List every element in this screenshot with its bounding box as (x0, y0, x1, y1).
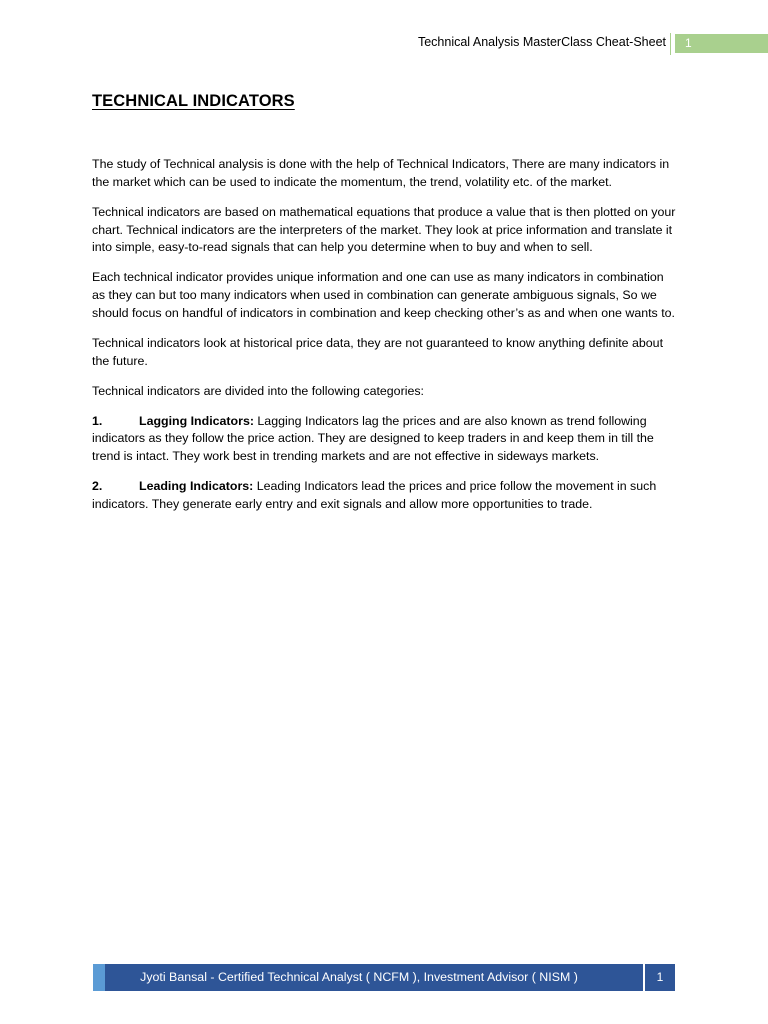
paragraph-intro: The study of Technical analysis is done with the help of Technical Indicators, There are many indicators in the market which can be used to indicate the momentum, the trend, volatility etc. of the market. (92, 157, 670, 189)
header-page-number: 1 (675, 34, 768, 53)
document-title: TECHNICAL INDICATORS (92, 92, 295, 110)
list-term: Leading Indicators: (139, 479, 254, 494)
list-term: Lagging Indicators: (139, 413, 254, 428)
paragraph-combination: Each technical indicator provides unique information and one can use as many indicators in combination as they can but too many indicators when used in combination can generate ambiguous signals, So we should focus on handful of indicators in combination and keep checking other’s as and when one wants to. (92, 270, 675, 320)
list-item-leading (92, 478, 680, 513)
page-header (0, 33, 768, 55)
header-title: Technical Analysis MasterClass Cheat-Sheet (417, 35, 666, 49)
paragraph-equations: Technical indicators are based on mathematical equations that produce a value that is then plotted on your chart. Technical indicators are the interpreters of the market. They look at price information and translate it into simple, easy-to-read signals that can help you determine when to buy and when to sell. (92, 204, 676, 255)
footer-accent-stripe (93, 964, 105, 991)
list-number: 1. (92, 413, 103, 428)
footer-author-credit: Jyoti Bansal - Certified Technical Analyst ( NCFM ), Investment Advisor ( NISM ) (105, 964, 643, 991)
list-number: 2. (92, 479, 103, 494)
list-text: Leading Indicators lead the prices and price follow the movement in such indicators. They generate early entry and exit signals and allow more opportunities to trade. (92, 479, 657, 511)
paragraph-categories: Technical indicators are divided into the following categories: (92, 383, 424, 398)
list-text: Lagging Indicators lag the prices and are also known as trend following indicators as they follow the price action. They are designed to keep traders in and keep them in till the trend is intact. They work best in trending markets and are not effective in sideways markets. (92, 413, 654, 464)
list-item-lagging (92, 413, 680, 466)
document-body (92, 156, 680, 526)
page-footer (93, 964, 675, 991)
footer-page-number: 1 (643, 964, 675, 991)
paragraph-historical: Technical indicators look at historical price data, they are not guaranteed to know anything definite about the future. (92, 335, 664, 368)
header-divider (670, 33, 671, 55)
